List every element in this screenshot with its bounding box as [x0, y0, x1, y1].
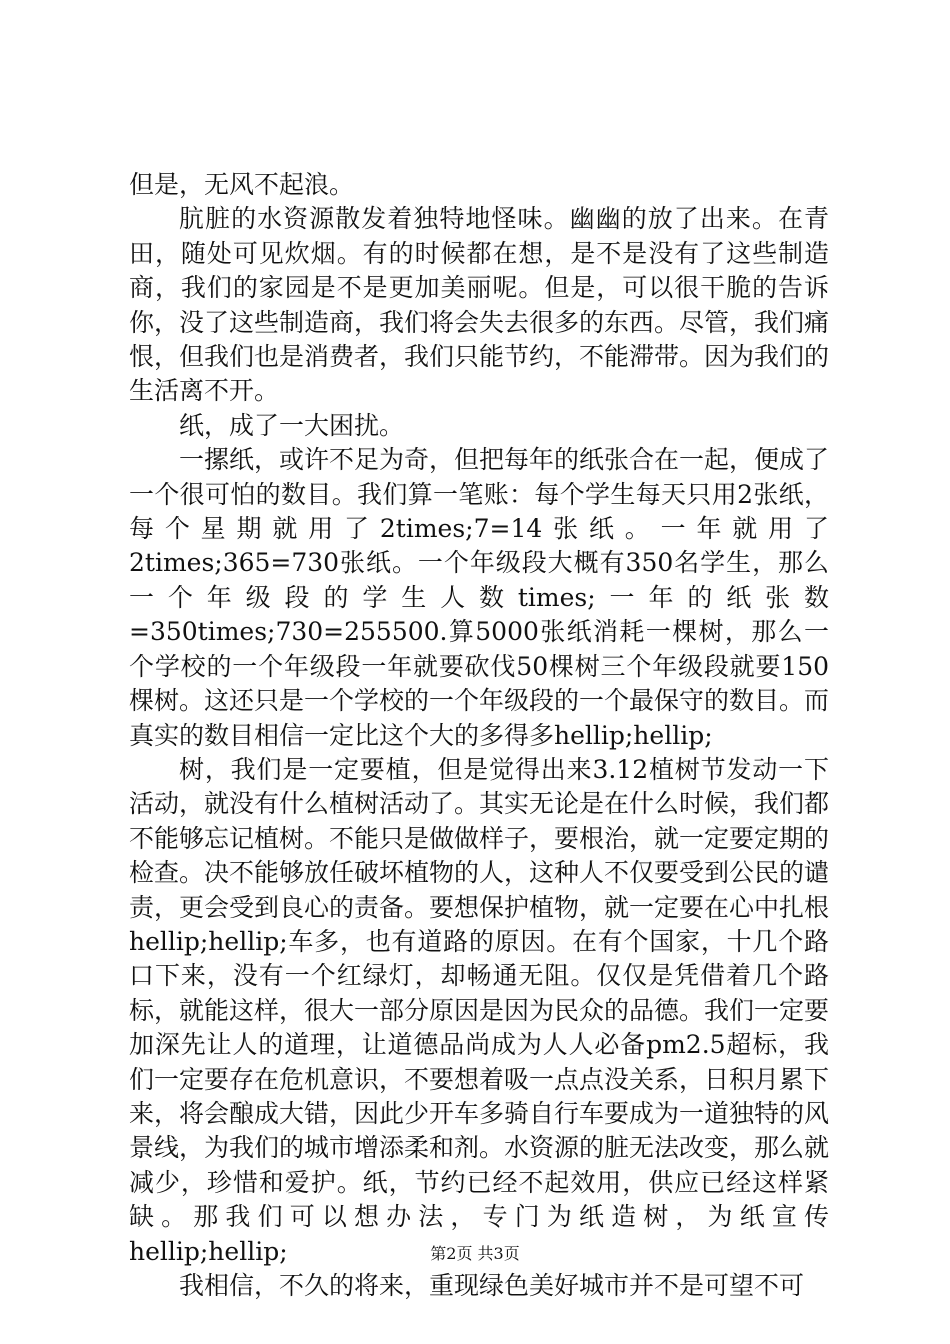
paragraph: 肮脏的水资源散发着独特地怪味。幽幽的放了出来。在青田，随处可见炊烟。有的时候都在想，是不是没有了这些制造商，我们的家园是不是更加美丽呢。但是，可以很干脆的告诉你，没了这些制造商，我们将会失去很多的东西。尽管，我们痛恨，但我们也是消费者，我们只能节约，不能滞带。因为我们的生活离不开。: [129, 204, 830, 406]
paragraph: 但是，无风不起浪。: [129, 170, 355, 199]
paragraph: 一摞纸，或许不足为奇，但把每年的纸张合在一起，便成了一个很可怕的数目。我们算一笔账：每个学生每天只用2张纸，每个星期就用了2times;7=14张纸。一年就用了2times;365=730张纸。一个年级段大概有350名学生，那么一个年级段的学生人数times;一年的纸张数=350times;730=255500.算5000张纸消耗一棵树，那么一个学校的一个年级段一年就要砍伐50棵树三个年级段就要150棵树。这还只是一个学校的一个年级段的一个最保守的数目。而真实的数目相信一定比这个大的多得多hellip;hellip;: [129, 445, 830, 750]
paragraph: 纸，成了一大困扰。: [179, 410, 405, 440]
page-number: 第2页 共3页: [430, 1244, 520, 1263]
paragraph: 我相信，不久的将来，重现绿色美好城市并不是可望不可: [179, 1271, 805, 1300]
document-body: [129, 168, 829, 1303]
page-footer: [0, 1244, 950, 1264]
paragraph: 树，我们是一定要植，但是觉得出来3.12植树节发动一下活动，就没有什么植树活动了。其实无论是在什么时候，我们都不能够忘记植树。不能只是做做样子，要根治，就一定要定期的检查。决不能够放任破坏植物的人，这种人不仅要受到公民的谴责，更会受到良心的责备。要想保护植物，就一定要在心中扎根hellip;hellip;车多，也有道路的原因。在有个国家，十几个路口下来，没有一个红绿灯，却畅通无阻。仅仅是凭借着几个路标，就能这样，很大一部分原因是因为民众的品德。我们一定要加深先让人的道理，让道德品尚成为人人必备pm2.5超标，我们一定要存在危机意识，不要想着吸一点点没关系，日积月累下来，将会酿成大错，因此少开车多骑自行车要成为一道独特的风景线，为我们的城市增添柔和剂。水资源的脏无法改变，那么就减少，珍惜和爱护。纸，节约已经不起效用，供应已经这样紧缺。那我们可以想办法，专门为纸造树，为纸宣传hellip;hellip;: [129, 754, 830, 1266]
